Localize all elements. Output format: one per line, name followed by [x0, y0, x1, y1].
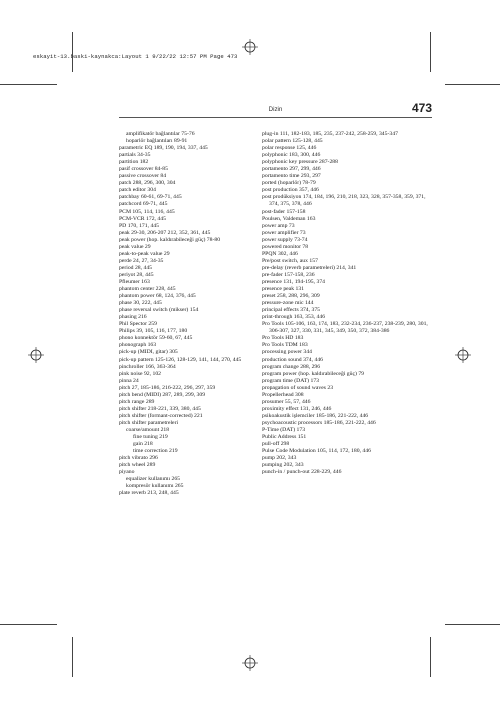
index-entry: Pro Tools TDM 183	[262, 342, 308, 349]
crop-mark-top-left-v	[72, 32, 73, 72]
index-entry: Propellerhead 308	[262, 391, 304, 398]
index-subentry: time correction 219	[133, 448, 178, 455]
index-entry: psikoakustik işlemciler 185-186, 221-222, 446	[262, 412, 369, 419]
index-entry: peak 29-30, 206-207 212, 352, 361, 445	[119, 229, 211, 236]
index-entry: propagation of sound waves 23	[262, 384, 334, 391]
index-entry: print-through 163, 353, 446	[262, 314, 326, 321]
index-entry: PD 170, 171, 445	[119, 222, 159, 229]
index-entry: patch editor 304	[119, 187, 156, 194]
index-entry: pitch shifter parametreleri	[119, 419, 179, 426]
index-entry: patchcord 69-71, 445	[119, 201, 168, 208]
index-entry: post prodüksiyon 174, 184, 196, 210, 218, 323, 328, 357-358, 359, 371, 374, 375, 378, 446	[262, 194, 426, 208]
index-entry: pumping 202, 343	[262, 462, 304, 469]
index-entry: pitch shifter 218-221, 339, 380, 445	[119, 405, 201, 412]
index-entry: ported (hoparlör) 78-79	[262, 180, 316, 187]
index-entry: pre-fader 157-158, 236	[262, 271, 315, 278]
index-entry: peak power (hop. kaldırabileceği güç) 78-80	[119, 236, 221, 243]
index-entry: perde 24, 27, 34-35	[119, 257, 164, 264]
index-entry: phono konnektör 59-60, 67, 445	[119, 335, 193, 342]
index-entry: patch 288, 296, 300, 304	[119, 180, 176, 187]
index-entry: pitch vibrato 296	[119, 455, 158, 462]
index-entry: pick-up (MIDI, gitar) 305	[119, 349, 178, 356]
index-entry: pre-delay (reverb parametreleri) 214, 341	[262, 264, 357, 271]
page-number: 473	[411, 101, 432, 115]
index-entry: presence 131, 194-195, 374	[262, 278, 326, 285]
index-entry: preset 258, 288, 296, 309	[262, 293, 320, 300]
index-entry: processing power 344	[262, 349, 312, 356]
index-entry: pasif crossover 84-85	[119, 166, 168, 173]
crop-mark-bottom-right-h	[445, 624, 500, 625]
index-entry: pinna 24	[119, 377, 139, 384]
index-entry: pitch 27, 185-186, 216-222, 296, 297, 359	[119, 384, 216, 391]
index-column-right	[262, 131, 432, 476]
crop-mark-top-right-v	[430, 32, 431, 72]
index-subentry: gain 218	[133, 441, 153, 448]
index-entry: PCM 105, 114, 116, 445	[119, 208, 175, 215]
index-entry: polyphonic key pressure 287-288	[262, 159, 338, 166]
index-entry: post production 357, 446	[262, 187, 319, 194]
section-title: Dizin	[268, 106, 283, 113]
index-entry: pressure-zone mic 144	[262, 300, 314, 307]
crop-mark-bottom-left-v	[72, 637, 73, 677]
index-entry: principal effects 374, 375	[262, 307, 321, 314]
index-entry: Pro Tools 105-106, 163, 174, 183, 232-234, 236-237, 238-239, 280, 301, 306-307, 327, 330, 331, 345, 349, 350, 372, 384-386	[262, 321, 428, 335]
index-entry: peak-to-peak value 29	[119, 250, 170, 257]
index-entry: PCM-VCR 172, 445	[119, 215, 166, 222]
index-entry: phantom power 68, 124, 376, 445	[119, 293, 196, 300]
index-entry: Pfleumer 163	[119, 278, 150, 285]
index-entry: partition 182	[119, 159, 149, 166]
index-entry: prosumer 55, 57, 446	[262, 398, 311, 405]
index-entry: Phil Spector 259	[119, 321, 157, 328]
index-entry: phase 30, 222, 445	[119, 300, 162, 307]
registration-mark-right	[455, 347, 471, 363]
index-entry: psychoacoustic processors 185-186, 221-222, 446	[262, 419, 376, 426]
index-entry: Pulse Code Modulation 105, 114, 172, 180, 446	[262, 448, 371, 455]
index-entry: presence peak 131	[262, 286, 305, 293]
index-entry: plug-in 111, 182-183, 185, 235, 237-242, 258-259, 345-347	[262, 131, 398, 137]
index-entry: Pre/post switch, aux 157	[262, 257, 318, 264]
index-entry: plate reverb 213, 248, 445	[119, 490, 179, 497]
index-entry: power supply 73-74	[262, 236, 308, 243]
index-entry: powered monitor 78	[262, 243, 309, 250]
index-entry: pitch bend (MIDI) 287, 289, 299, 309	[119, 391, 206, 398]
index-entry: portamento time 293, 297	[262, 173, 321, 180]
printer-slug: eskayit-13.baski-kaynakca:Layout 1 9/22/22 12:57 PM Page 473	[33, 53, 238, 60]
crop-mark-bottom-right-v	[430, 637, 431, 677]
index-entry: pinchroller 166, 363-364	[119, 363, 176, 370]
index-entry: passive crossover 84	[119, 173, 167, 180]
index-subentry: coarse/amount 218	[126, 426, 170, 433]
registration-mark-bottom	[242, 655, 258, 671]
index-entry: punch-in / punch-out 228-229, 446	[262, 469, 342, 476]
index-entry: phasing 216	[119, 314, 147, 321]
index-entry: P-Time (DAT) 173	[262, 426, 306, 433]
index-entry: partials 34-35	[119, 152, 151, 159]
index-entry: program power (hop. kaldırabileceği güç) 79	[262, 370, 365, 377]
index-entry: portamento 297, 299, 446	[262, 166, 321, 173]
index-entry: pitch wheel 289	[119, 462, 156, 469]
index-entry: period 28, 445	[119, 264, 153, 271]
index-entry: polar response 125, 446	[262, 145, 317, 152]
registration-mark-left	[28, 347, 44, 363]
index-entry: peak value 29	[119, 243, 151, 250]
index-entry: pull-off 298	[262, 441, 290, 448]
index-entry: pink noise 92, 102	[119, 370, 162, 377]
index-entry: phase reversal switch (mikser) 154	[119, 307, 199, 314]
index-entry: polyphonic 183, 300, 446	[262, 152, 321, 159]
crop-mark-top-left-h	[0, 84, 57, 85]
index-entry: pitch shifter (formant-corrected) 221	[119, 412, 203, 419]
index-entry: polar pattern 125-128, 445	[262, 138, 323, 145]
index-entry: power amp 73	[262, 222, 295, 229]
index-entry: Philips 39, 105, 116, 177, 180	[119, 328, 188, 335]
index-entry: pump 202, 343	[262, 455, 297, 462]
index-subentry: amplifikatör bağlantılar 75-76	[126, 131, 195, 137]
index-entry: production sound 374, 446	[262, 356, 323, 363]
index-entry: Public Address 151	[262, 434, 307, 441]
index-entry: phonograph 163	[119, 342, 157, 349]
index-entry: pick-up pattern 125-126, 128-129, 141, 144, 270, 445	[119, 356, 242, 363]
index-entry: piyano	[119, 469, 135, 476]
index-subentry: hoparlör bağlantıları 89-91	[126, 138, 188, 145]
crop-mark-bottom-left-h	[0, 624, 57, 625]
index-entry: periyot 28, 445	[119, 271, 154, 278]
index-entry: power amplifier 73	[262, 229, 306, 236]
index-entry: parametric EQ 189, 190, 194, 337, 445	[119, 145, 208, 152]
index-entry: PPQN 302, 446	[262, 250, 298, 257]
index-entry: Pro Tools HD 183	[262, 335, 304, 342]
index-entry: program change 288, 296	[262, 363, 321, 370]
index-subentry: equalizer kullanımı 265	[126, 476, 181, 483]
running-header	[119, 101, 432, 118]
index-entry: Poulsen, Valdeman 163	[262, 215, 316, 222]
registration-mark-top	[242, 39, 258, 55]
index-entry: pitch range 289	[119, 398, 155, 405]
index-entry: program time (DAT) 173	[262, 377, 320, 384]
index-entry: post-fader 157-158	[262, 208, 306, 215]
index-entry: phantom center 228, 445	[119, 286, 176, 293]
crop-mark-top-right-h	[445, 84, 500, 85]
index-subentry: kompresör kullanımı 265	[126, 483, 184, 490]
index-entry: patchbay 60-61, 69-71, 445	[119, 194, 182, 201]
index-subentry: fine tuning 219	[133, 434, 168, 441]
index-entry: proximity effect 131, 246, 446	[262, 405, 332, 412]
